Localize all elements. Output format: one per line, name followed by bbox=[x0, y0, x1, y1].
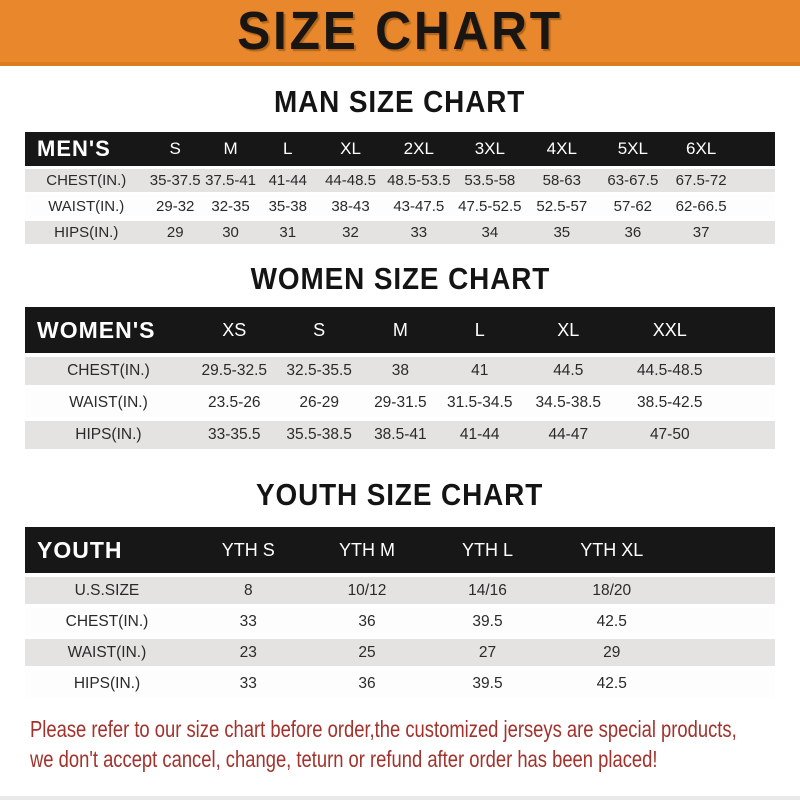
table-group-label: YOUTH bbox=[25, 527, 189, 573]
table-row bbox=[25, 421, 775, 449]
row-spacer-cell bbox=[734, 195, 775, 218]
table-row bbox=[25, 670, 775, 697]
women-size-table bbox=[25, 303, 775, 453]
value-cell: 29 bbox=[549, 639, 675, 666]
value-cell: 38.5-41 bbox=[362, 421, 440, 449]
table-header-row bbox=[25, 527, 775, 573]
table-row bbox=[25, 577, 775, 604]
value-cell: 42.5 bbox=[549, 670, 675, 697]
row-label: CHEST(IN.) bbox=[25, 169, 148, 192]
column-header: L bbox=[439, 307, 520, 353]
value-cell: 35.5-38.5 bbox=[277, 421, 362, 449]
value-cell: 31.5-34.5 bbox=[439, 389, 520, 417]
value-cell: 57-62 bbox=[598, 195, 668, 218]
value-cell: 41-44 bbox=[258, 169, 317, 192]
column-header: M bbox=[203, 132, 258, 166]
column-header: 6XL bbox=[668, 132, 734, 166]
value-cell: 36 bbox=[308, 670, 427, 697]
value-cell: 52.5-57 bbox=[526, 195, 598, 218]
value-cell: 18/20 bbox=[549, 577, 675, 604]
column-header: XL bbox=[520, 307, 616, 353]
women-size-section bbox=[0, 247, 800, 453]
footer-notice-line2: we don't accept cancel, change, teturn or refund after order has been placed! bbox=[30, 746, 658, 772]
table-header-row bbox=[25, 307, 775, 353]
value-cell: 67.5-72 bbox=[668, 169, 734, 192]
table-row bbox=[25, 169, 775, 192]
column-header: 5XL bbox=[598, 132, 668, 166]
column-header: YTH L bbox=[426, 527, 548, 573]
footer-notice-line1: Please refer to our size chart before order,the customized jerseys are special products, bbox=[30, 716, 737, 742]
row-spacer-cell bbox=[675, 639, 775, 666]
women-section-heading-text: WOMEN SIZE CHART bbox=[250, 261, 550, 296]
value-cell: 47.5-52.5 bbox=[454, 195, 526, 218]
value-cell: 23.5-26 bbox=[192, 389, 277, 417]
column-header: YTH S bbox=[189, 527, 308, 573]
value-cell: 26-29 bbox=[277, 389, 362, 417]
column-header: M bbox=[362, 307, 440, 353]
value-cell: 53.5-58 bbox=[454, 169, 526, 192]
youth-section-heading bbox=[0, 453, 800, 513]
row-label: CHEST(IN.) bbox=[25, 357, 192, 385]
table-group-label: WOMEN'S bbox=[25, 307, 192, 353]
bottom-divider bbox=[0, 796, 800, 800]
value-cell: 44-47 bbox=[520, 421, 616, 449]
row-spacer-cell bbox=[723, 421, 775, 449]
youth-size-table bbox=[25, 523, 775, 701]
value-cell: 38.5-42.5 bbox=[616, 389, 723, 417]
value-cell: 48.5-53.5 bbox=[384, 169, 454, 192]
value-cell: 33 bbox=[189, 608, 308, 635]
value-cell: 44.5 bbox=[520, 357, 616, 385]
value-cell: 38 bbox=[362, 357, 440, 385]
value-cell: 35 bbox=[526, 221, 598, 244]
row-label: HIPS(IN.) bbox=[25, 221, 148, 244]
row-label: WAIST(IN.) bbox=[25, 389, 192, 417]
value-cell: 35-38 bbox=[258, 195, 317, 218]
column-header: S bbox=[277, 307, 362, 353]
row-label: HIPS(IN.) bbox=[25, 670, 189, 697]
footer-notice bbox=[0, 714, 800, 774]
row-label: HIPS(IN.) bbox=[25, 421, 192, 449]
row-spacer-cell bbox=[723, 389, 775, 417]
value-cell: 43-47.5 bbox=[384, 195, 454, 218]
value-cell: 37.5-41 bbox=[203, 169, 258, 192]
column-header: YTH M bbox=[308, 527, 427, 573]
table-row bbox=[25, 221, 775, 244]
row-spacer-cell bbox=[723, 357, 775, 385]
value-cell: 63-67.5 bbox=[598, 169, 668, 192]
value-cell: 32 bbox=[317, 221, 383, 244]
row-label: WAIST(IN.) bbox=[25, 639, 189, 666]
men-section-heading-text: MAN SIZE CHART bbox=[274, 84, 526, 119]
value-cell: 38-43 bbox=[317, 195, 383, 218]
value-cell: 29.5-32.5 bbox=[192, 357, 277, 385]
value-cell: 37 bbox=[668, 221, 734, 244]
value-cell: 36 bbox=[308, 608, 427, 635]
banner-title: SIZE CHART bbox=[237, 1, 563, 61]
value-cell: 31 bbox=[258, 221, 317, 244]
row-label: U.S.SIZE bbox=[25, 577, 189, 604]
value-cell: 62-66.5 bbox=[668, 195, 734, 218]
column-header: 2XL bbox=[384, 132, 454, 166]
value-cell: 27 bbox=[426, 639, 548, 666]
value-cell: 23 bbox=[189, 639, 308, 666]
size-chart-banner bbox=[0, 0, 800, 66]
value-cell: 30 bbox=[203, 221, 258, 244]
table-row bbox=[25, 357, 775, 385]
value-cell: 33 bbox=[189, 670, 308, 697]
youth-section-heading-text: YOUTH SIZE CHART bbox=[256, 477, 544, 512]
value-cell: 44.5-48.5 bbox=[616, 357, 723, 385]
header-spacer-cell bbox=[723, 307, 775, 353]
men-size-table bbox=[25, 129, 775, 247]
row-spacer-cell bbox=[675, 608, 775, 635]
table-group-label: MEN'S bbox=[25, 132, 148, 166]
header-spacer-cell bbox=[734, 132, 775, 166]
value-cell: 39.5 bbox=[426, 608, 548, 635]
table-row bbox=[25, 389, 775, 417]
value-cell: 32.5-35.5 bbox=[277, 357, 362, 385]
value-cell: 29 bbox=[148, 221, 203, 244]
value-cell: 39.5 bbox=[426, 670, 548, 697]
table-row bbox=[25, 639, 775, 666]
value-cell: 42.5 bbox=[549, 608, 675, 635]
value-cell: 29-32 bbox=[148, 195, 203, 218]
value-cell: 58-63 bbox=[526, 169, 598, 192]
value-cell: 34.5-38.5 bbox=[520, 389, 616, 417]
value-cell: 36 bbox=[598, 221, 668, 244]
men-section-heading bbox=[0, 66, 800, 120]
value-cell: 29-31.5 bbox=[362, 389, 440, 417]
column-header: XL bbox=[317, 132, 383, 166]
value-cell: 47-50 bbox=[616, 421, 723, 449]
row-spacer-cell bbox=[675, 670, 775, 697]
row-spacer-cell bbox=[734, 169, 775, 192]
women-section-heading bbox=[0, 247, 800, 297]
table-row bbox=[25, 195, 775, 218]
value-cell: 33-35.5 bbox=[192, 421, 277, 449]
value-cell: 35-37.5 bbox=[148, 169, 203, 192]
value-cell: 10/12 bbox=[308, 577, 427, 604]
row-spacer-cell bbox=[734, 221, 775, 244]
header-spacer-cell bbox=[675, 527, 775, 573]
youth-size-section bbox=[0, 453, 800, 701]
value-cell: 32-35 bbox=[203, 195, 258, 218]
column-header: 4XL bbox=[526, 132, 598, 166]
men-size-section bbox=[0, 66, 800, 247]
value-cell: 25 bbox=[308, 639, 427, 666]
value-cell: 8 bbox=[189, 577, 308, 604]
value-cell: 41 bbox=[439, 357, 520, 385]
row-label: CHEST(IN.) bbox=[25, 608, 189, 635]
row-label: WAIST(IN.) bbox=[25, 195, 148, 218]
value-cell: 44-48.5 bbox=[317, 169, 383, 192]
table-row bbox=[25, 608, 775, 635]
column-header: XXL bbox=[616, 307, 723, 353]
row-spacer-cell bbox=[675, 577, 775, 604]
column-header: L bbox=[258, 132, 317, 166]
value-cell: 14/16 bbox=[426, 577, 548, 604]
value-cell: 33 bbox=[384, 221, 454, 244]
column-header: S bbox=[148, 132, 203, 166]
value-cell: 34 bbox=[454, 221, 526, 244]
table-header-row bbox=[25, 132, 775, 166]
column-header: 3XL bbox=[454, 132, 526, 166]
column-header: XS bbox=[192, 307, 277, 353]
column-header: YTH XL bbox=[549, 527, 675, 573]
value-cell: 41-44 bbox=[439, 421, 520, 449]
